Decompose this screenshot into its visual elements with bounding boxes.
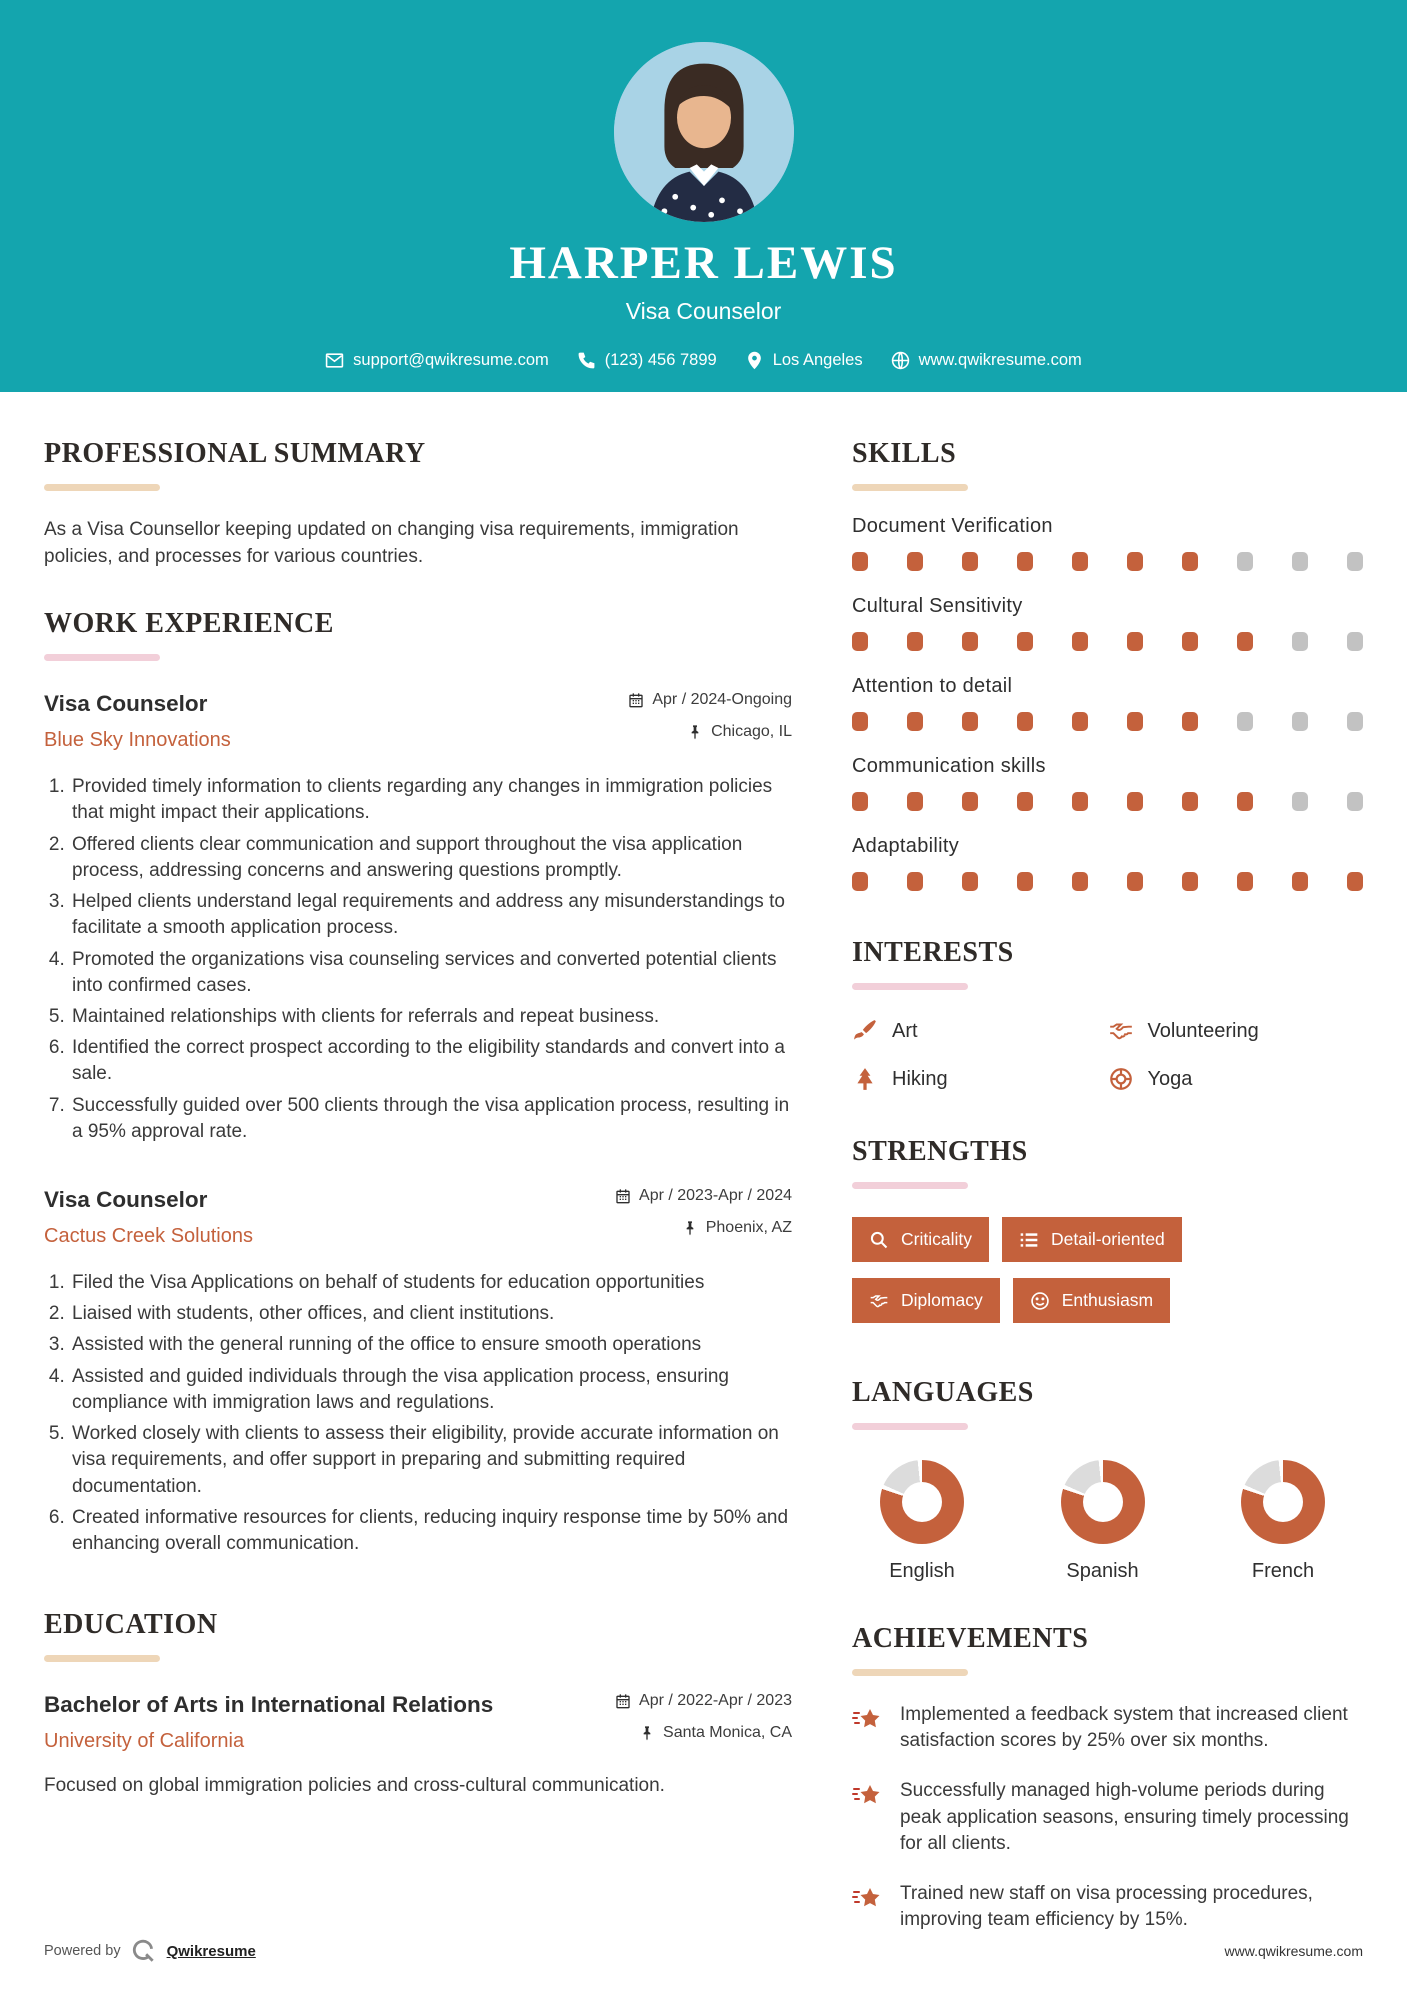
language-donut [1061, 1460, 1145, 1544]
skill-dot [852, 552, 868, 571]
achievements-list [852, 1702, 1363, 1934]
skill-dot [1237, 712, 1253, 731]
skill-dot [1072, 632, 1088, 651]
skill-dot [907, 632, 923, 651]
calendar-icon [615, 1693, 631, 1709]
skill-dot [852, 872, 868, 891]
phone-icon [577, 351, 596, 370]
skill-row [852, 835, 1363, 891]
skill-dot [1182, 712, 1198, 731]
strength-badge [1002, 1217, 1182, 1262]
languages-row [852, 1460, 1363, 1583]
skills-heading: SKILLS [852, 438, 957, 469]
skill-rating [852, 552, 1363, 571]
skill-rating [852, 792, 1363, 811]
job-location: Phoenix, AZ [705, 1219, 792, 1237]
job-entry [44, 1187, 792, 1557]
education-location: Santa Monica, CA [663, 1724, 792, 1742]
skill-row [852, 675, 1363, 731]
list-icon [1019, 1230, 1039, 1250]
education-description: Focused on global immigration policies and cross-cultural communication. [44, 1775, 665, 1797]
job-company: Cactus Creek Solutions [44, 1225, 253, 1248]
map-pin-icon [745, 351, 764, 370]
skill-dot [1017, 632, 1033, 651]
school-name: University of California [44, 1730, 245, 1753]
header [0, 0, 1407, 392]
interests-grid [852, 1018, 1363, 1092]
interest-label: Yoga [1147, 1067, 1193, 1090]
achievement-item [852, 1881, 1363, 1933]
skill-dot [1072, 712, 1088, 731]
handshake-icon [1108, 1018, 1134, 1044]
skill-dot [907, 552, 923, 571]
interest-item [852, 1018, 1108, 1044]
tree-icon [852, 1066, 878, 1092]
job-title: Visa Counselor [44, 691, 208, 717]
skill-dot [1347, 792, 1363, 811]
skill-dot [1292, 792, 1308, 811]
envelope-icon [325, 351, 344, 370]
work-heading: WORK EXPERIENCE [44, 608, 334, 640]
job-bullet: 6. Created informative resources for clients, reducing inquiry response time by 50% and enhancing overall communication. [70, 1505, 792, 1557]
achievement-item [852, 1702, 1363, 1754]
skill-dot [1347, 872, 1363, 891]
job-bullet: 5. Maintained relationships with clients for referrals and repeat business. [70, 1004, 792, 1030]
skill-dot [1292, 712, 1308, 731]
powered-by-label: Powered by [44, 1943, 121, 1959]
language-name: French [1251, 1560, 1315, 1582]
summary-section [44, 438, 792, 570]
paintbrush-icon [852, 1018, 878, 1044]
skill-dot [1292, 552, 1308, 571]
left-column [44, 438, 792, 1972]
skill-dot [852, 712, 868, 731]
strength-badge [1013, 1278, 1170, 1323]
job-bullet: 1. Provided timely information to clients regarding any changes in immigration policies that might impact their applications. [70, 774, 792, 826]
languages-heading: LANGUAGES [852, 1377, 1034, 1408]
skill-dot [962, 792, 978, 811]
skill-row [852, 515, 1363, 571]
skill-dot [1182, 632, 1198, 651]
work-section [44, 608, 792, 1557]
skill-dot [907, 792, 923, 811]
pushpin-icon [687, 724, 703, 740]
heading-underline [44, 484, 160, 491]
interests-heading: INTERESTS [852, 937, 1014, 968]
skill-name: Attention to detail [852, 675, 1013, 697]
strengths-heading: STRENGTHS [852, 1136, 1028, 1167]
heading-underline [852, 1669, 968, 1676]
contact-phone[interactable] [577, 351, 717, 370]
strength-badges [852, 1217, 1363, 1339]
footer-website[interactable]: www.qwikresume.com [1224, 1943, 1363, 1959]
skill-row [852, 755, 1363, 811]
summary-text: As a Visa Counsellor keeping updated on changing visa requirements, immigration policies, and processes for various countries. [44, 519, 739, 567]
skill-name: Adaptability [852, 835, 959, 857]
skill-dot [1127, 712, 1143, 731]
skill-dot [1347, 712, 1363, 731]
degree-title: Bachelor of Arts in International Relations [44, 1692, 494, 1718]
candidate-title: Visa Counselor [625, 298, 782, 324]
language-donut [880, 1460, 964, 1544]
skill-dot [1072, 872, 1088, 891]
skill-dot [962, 712, 978, 731]
strength-label: Criticality [901, 1229, 972, 1249]
job-bullet: 4. Promoted the organizations visa counseling services and converted potential clients into confirmed cases. [70, 947, 792, 999]
language-name: Spanish [1066, 1560, 1139, 1582]
skill-dot [1237, 632, 1253, 651]
education-entry [44, 1692, 792, 1800]
interest-item [852, 1066, 1108, 1092]
job-bullet: 2. Offered clients clear communication and support throughout the visa application process, addressing concerns and answering questions promptly. [70, 832, 792, 884]
contact-email[interactable] [325, 351, 549, 370]
skill-dot [1072, 552, 1088, 571]
heading-underline [44, 1655, 160, 1662]
skill-dot [1127, 552, 1143, 571]
job-bullet: 4. Assisted and guided individuals through the visa application process, ensuring compliance with immigration laws and regulations. [70, 1364, 792, 1416]
skill-name: Document Verification [852, 515, 1053, 537]
website-text: www.qwikresume.com [918, 351, 1082, 369]
skill-dot [962, 632, 978, 651]
skill-rating [852, 712, 1363, 731]
language-item [1033, 1460, 1173, 1583]
skill-row [852, 595, 1363, 651]
skill-dot [1182, 872, 1198, 891]
skill-dot [1072, 792, 1088, 811]
smiley-icon [1030, 1291, 1050, 1311]
skill-dot [1127, 792, 1143, 811]
strength-label: Diplomacy [901, 1290, 983, 1310]
job-bullet: 6. Identified the correct prospect according to the eligibility standards and convert into a sale. [70, 1035, 792, 1087]
job-bullet: 5. Worked closely with clients to assess their eligibility, provide accurate information on visa requirements, and offer support in preparing and submitting required documentation. [70, 1421, 792, 1500]
contact-bar [0, 351, 1407, 370]
skill-dot [1017, 552, 1033, 571]
education-section [44, 1609, 792, 1800]
skill-dot [1292, 872, 1308, 891]
achievement-text: Implemented a feedback system that increased client satisfaction scores by 25% over six months. [900, 1704, 1348, 1752]
skills-section [852, 438, 1363, 891]
interest-label: Volunteering [1147, 1019, 1259, 1042]
right-column [852, 438, 1363, 1972]
skill-rating [852, 632, 1363, 651]
job-dates: Apr / 2024-Ongoing [652, 691, 792, 709]
skill-dot [1017, 872, 1033, 891]
job-dates: Apr / 2023-Apr / 2024 [639, 1187, 792, 1205]
calendar-icon [628, 692, 644, 708]
job-company: Blue Sky Innovations [44, 729, 231, 752]
heading-underline [852, 484, 968, 491]
job-bullet: 1. Filed the Visa Applications on behalf of students for education opportunities [70, 1270, 792, 1296]
job-bullets [44, 1270, 792, 1557]
achievement-text: Trained new staff on visa processing procedures, improving team efficiency by 15%. [900, 1883, 1313, 1931]
footer [44, 1938, 1363, 1964]
job-location: Chicago, IL [711, 723, 792, 741]
strength-badge [852, 1217, 989, 1262]
star-icon [852, 1704, 884, 1736]
candidate-name: HARPER LEWIS [509, 237, 898, 289]
education-heading: EDUCATION [44, 1609, 218, 1641]
globe-icon [891, 351, 910, 370]
skill-dot [852, 632, 868, 651]
strength-badge [852, 1278, 1000, 1323]
language-item [852, 1460, 992, 1583]
contact-location [745, 351, 863, 370]
magnifier-icon [869, 1230, 889, 1250]
language-donut [1241, 1460, 1325, 1544]
skill-dot [907, 872, 923, 891]
skill-dot [1017, 712, 1033, 731]
job-title: Visa Counselor [44, 1187, 208, 1213]
achievement-item [852, 1778, 1363, 1857]
heading-underline [44, 654, 160, 661]
contact-website[interactable] [891, 351, 1082, 370]
phone-text: (123) 456 7899 [604, 351, 717, 369]
calendar-icon [615, 1188, 631, 1204]
strength-label: Detail-oriented [1050, 1229, 1165, 1249]
location-text: Los Angeles [772, 351, 863, 369]
skill-dot [1292, 632, 1308, 651]
star-icon [852, 1883, 884, 1915]
summary-heading: PROFESSIONAL SUMMARY [44, 438, 426, 469]
skill-dot [962, 872, 978, 891]
heading-underline [852, 1182, 968, 1189]
strength-label: Enthusiasm [1061, 1290, 1154, 1310]
skill-dot [1237, 792, 1253, 811]
qwikresume-link[interactable]: Qwikresume [166, 1942, 256, 1960]
language-name: English [889, 1560, 955, 1582]
skill-dot [1182, 552, 1198, 571]
job-bullet: 3. Assisted with the general running of the office to ensure smooth operations [70, 1332, 792, 1358]
pushpin-icon [682, 1220, 698, 1236]
skill-name: Communication skills [852, 755, 1046, 777]
interest-label: Hiking [892, 1067, 948, 1090]
job-bullets [44, 774, 792, 1145]
email-text: support@qwikresume.com [353, 351, 549, 369]
profile-photo [614, 42, 794, 222]
job-bullet: 7. Successfully guided over 500 clients through the visa application process, resulting in a 95% approval rate. [70, 1093, 792, 1145]
education-dates: Apr / 2022-Apr / 2023 [639, 1692, 792, 1710]
qwikresume-logo-icon [131, 1938, 157, 1964]
skill-dot [1127, 632, 1143, 651]
skill-dot [1347, 632, 1363, 651]
pushpin-icon [639, 1725, 655, 1741]
skill-dot [852, 792, 868, 811]
achievements-heading: ACHIEVEMENTS [852, 1623, 1089, 1654]
skill-dot [1237, 552, 1253, 571]
skill-dot [1127, 872, 1143, 891]
skill-dot [1182, 792, 1198, 811]
skill-dot [1347, 552, 1363, 571]
skill-dot [962, 552, 978, 571]
handshake-icon [869, 1291, 889, 1311]
strengths-section [852, 1136, 1363, 1339]
job-bullet: 2. Liaised with students, other offices, and client institutions. [70, 1301, 792, 1327]
languages-section [852, 1377, 1363, 1583]
job-entry [44, 691, 792, 1145]
interest-item [1108, 1066, 1364, 1092]
achievement-text: Successfully managed high-volume periods during peak application seasons, ensuring timely processing for all clients. [900, 1780, 1349, 1854]
heading-underline [852, 983, 968, 990]
skill-dot [907, 712, 923, 731]
skill-rating [852, 872, 1363, 891]
skill-dot [1017, 792, 1033, 811]
interest-item [1108, 1018, 1364, 1044]
star-icon [852, 1780, 884, 1812]
main-content [0, 392, 1407, 1972]
interests-section [852, 937, 1363, 1092]
interest-label: Art [892, 1019, 918, 1042]
language-item [1213, 1460, 1353, 1583]
skill-dot [1237, 872, 1253, 891]
heading-underline [852, 1423, 968, 1430]
skill-name: Cultural Sensitivity [852, 595, 1023, 617]
lifebuoy-icon [1108, 1066, 1134, 1092]
achievements-section [852, 1623, 1363, 1934]
job-bullet: 3. Helped clients understand legal requirements and address any misunderstandings to facilitate a smooth application process. [70, 889, 792, 941]
